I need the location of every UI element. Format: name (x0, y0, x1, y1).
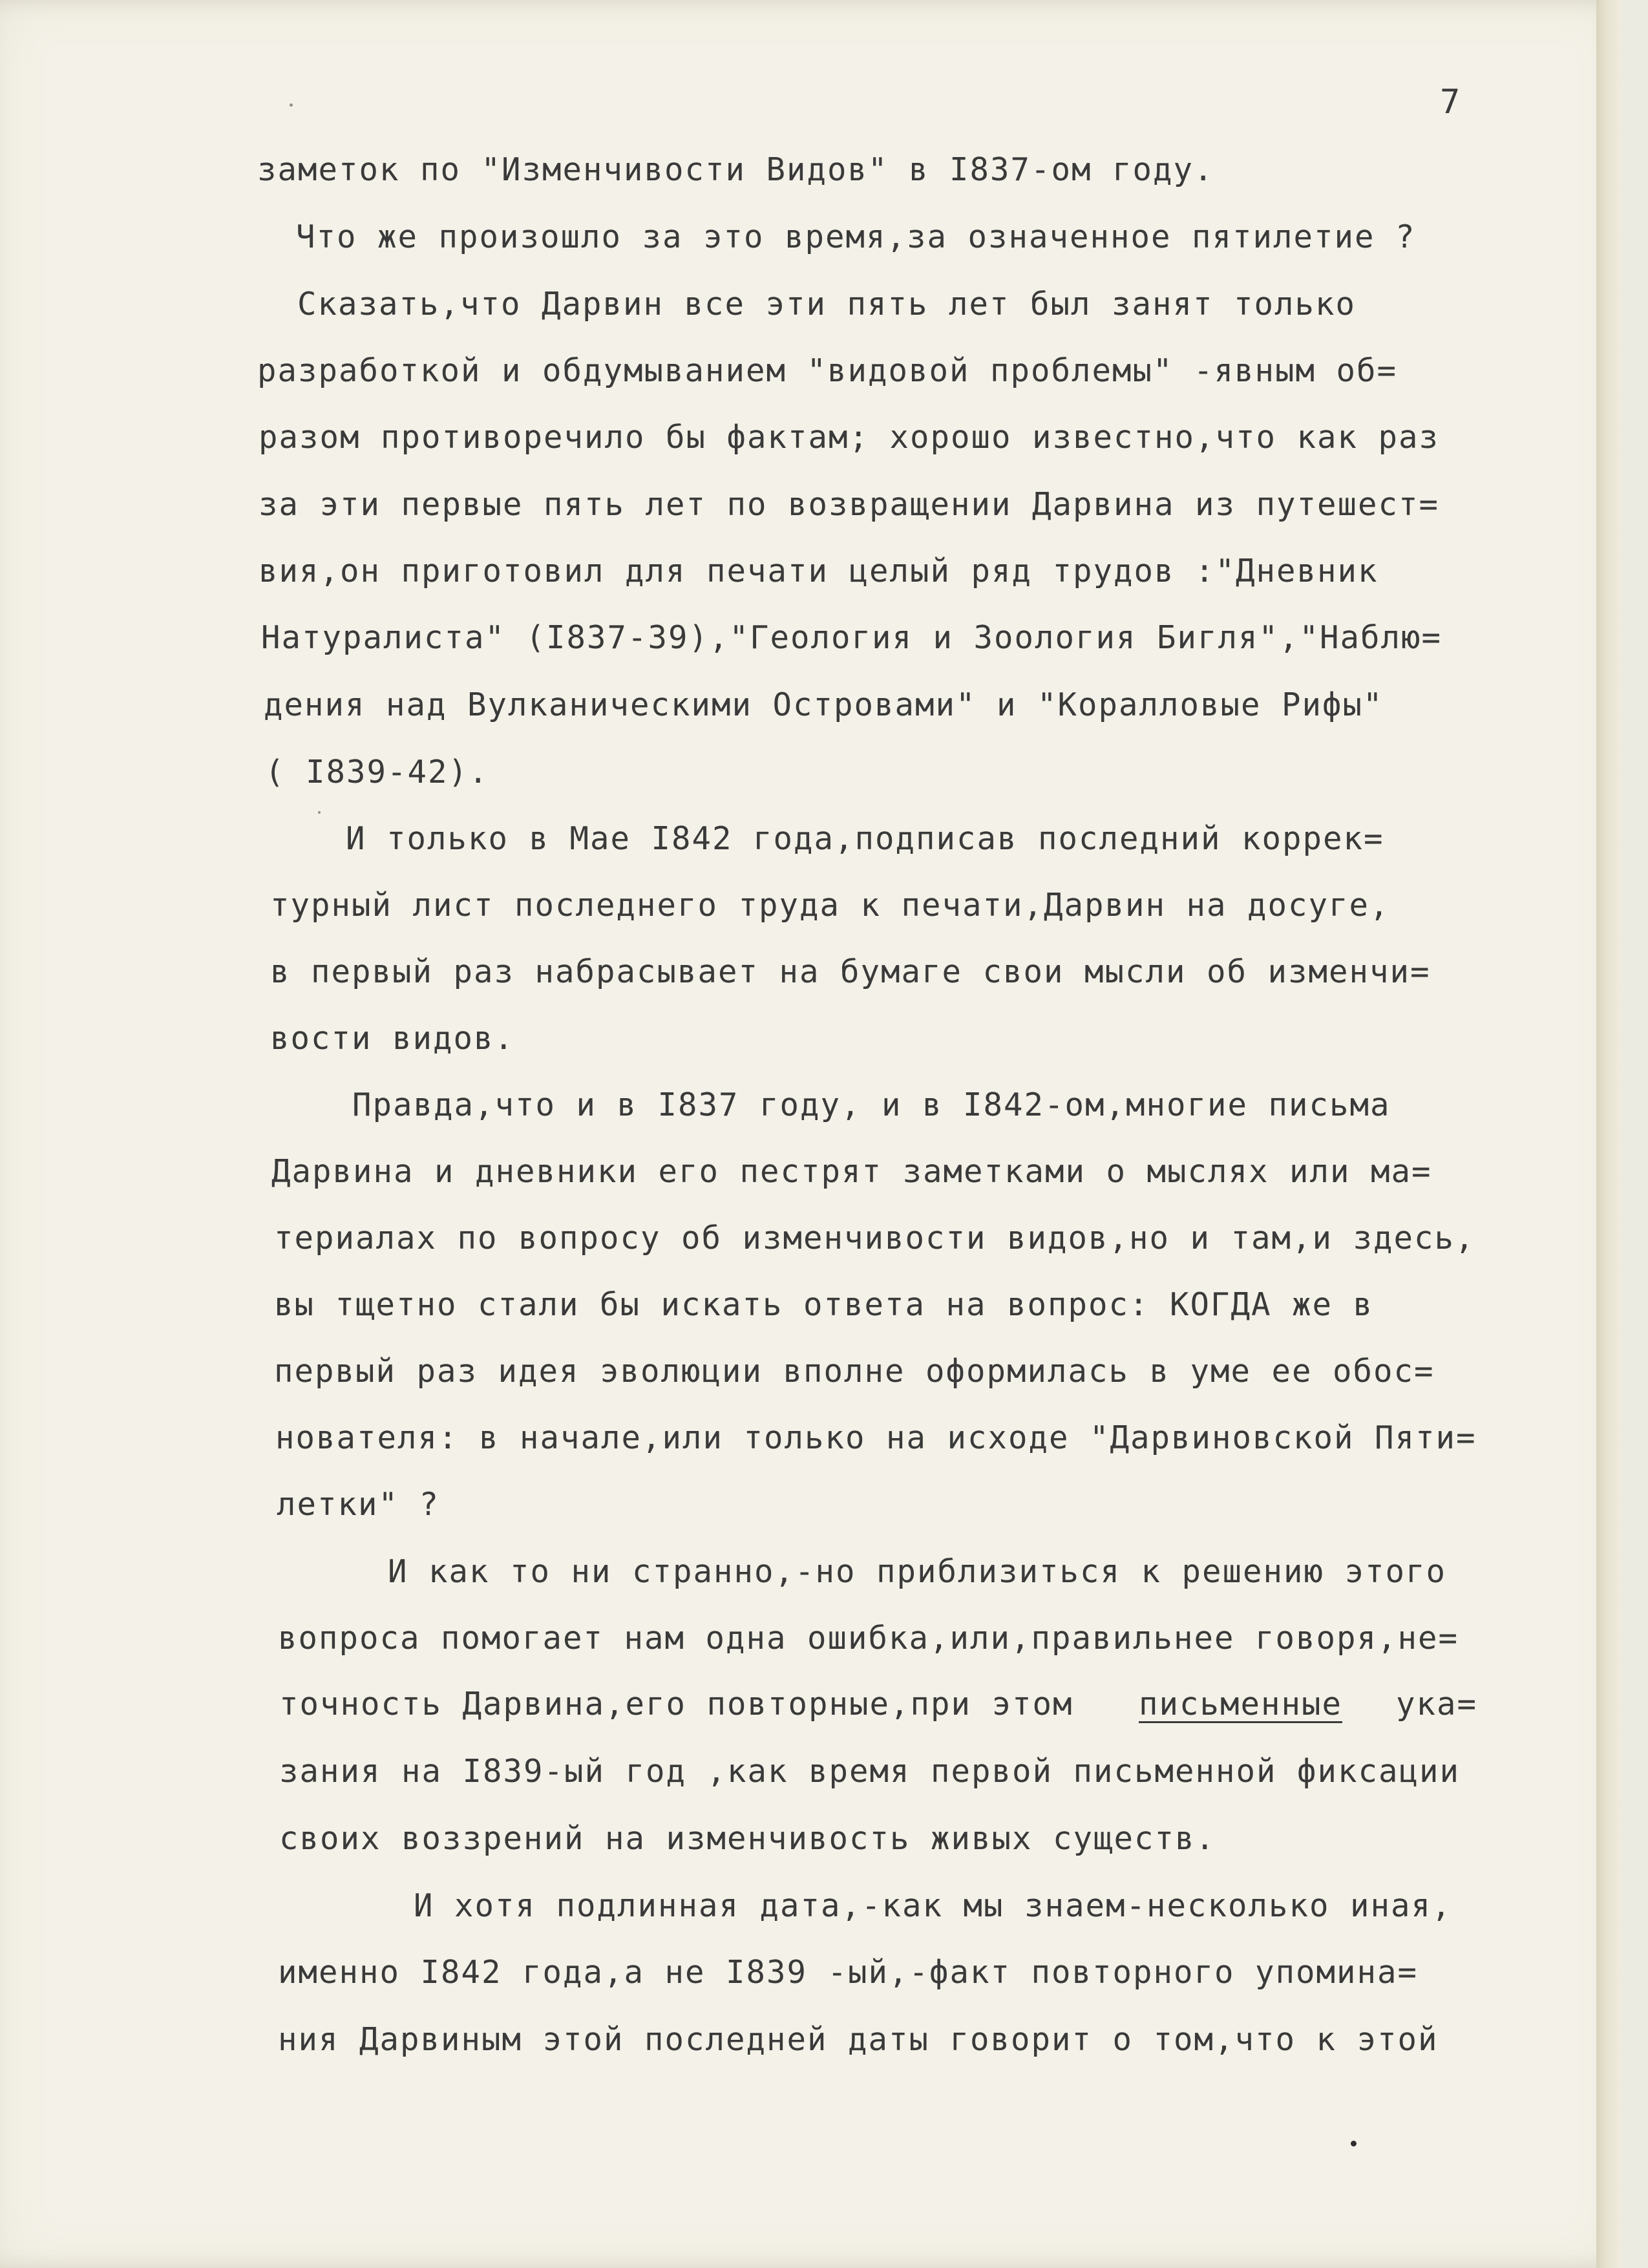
text-line-17: териалах по вопросу об изменчивости видов,но и там,и здесь, (274, 1220, 1475, 1256)
underlined-word: письменные (1139, 1686, 1343, 1722)
text-line-26: своих воззрений на изменчивость живых существ. (279, 1820, 1216, 1857)
text-line-2: Что же произошло за это время,за означенное пятилетие ? (296, 218, 1416, 255)
ink-speck (290, 103, 293, 107)
text-line-20: нователя: в начале,или только на исходе "Дарвиновской Пяти= (275, 1419, 1477, 1456)
page-edge (1596, 0, 1622, 2268)
text-line-25: зания на I839-ый год ,как время первой письменной фиксации (279, 1753, 1461, 1790)
text-line-1: заметок по "Изменчивости Видов" в I837-ом году. (257, 151, 1214, 188)
text-line-5: разом противоречило бы фактам; хорошо известно,что как раз (259, 419, 1440, 456)
page-number: 7 (1440, 83, 1462, 122)
text-line-22: И как то ни странно,-но приблизиться к решению этого (388, 1553, 1447, 1590)
text-line-18: вы тщетно стали бы искать ответа на вопрос: КОГДА же в (274, 1286, 1374, 1323)
ink-dot (1351, 2141, 1357, 2146)
text-line-19: первый раз идея эволюции вполне оформилась в уме ее обос= (274, 1353, 1435, 1390)
text-line-24-end: ука= (1396, 1686, 1478, 1722)
text-line-28: именно I842 года,а не I839 -ый,-факт повторного упомина= (278, 1954, 1419, 1991)
text-line-21: летки" ? (277, 1486, 440, 1523)
text-line-12: турный лист последнего труда к печати,Дарвин на досуге, (270, 887, 1390, 924)
text-line-9: дения над Вулканическими Островами" и "Коралловые Рифы" (264, 686, 1384, 723)
ink-speck (318, 811, 321, 814)
text-line-8: Натуралиста" (I837-39),"Геология и Зоология Бигля","Наблю= (261, 619, 1442, 656)
text-line-14: вости видов. (270, 1020, 515, 1057)
text-line-7: вия,он приготовил для печати целый ряд трудов :"Дневник (259, 553, 1379, 589)
text-line-23: вопроса помогает нам одна ошибка,или,правильнее говоря,не= (278, 1620, 1459, 1657)
text-line-27: И хотя подлинная дата,-как мы знаем-несколько иная, (414, 1887, 1452, 1924)
text-line-3: Сказать,что Дарвин все эти пять лет был занят только (297, 286, 1357, 323)
text-line-4: разработкой и обдумыванием "видовой проблемы" -явным об= (257, 352, 1398, 389)
text-line-16: Дарвина и дневники его пестрят заметками о мыслях или ма= (271, 1153, 1432, 1190)
text-line-10: ( I839-42). (265, 754, 489, 790)
text-line-6: за эти первые пять лет по возвращении Дарвина из путешест= (259, 486, 1440, 523)
text-line-13: в первый раз набрасывает на бумаге свои мысли об изменчи= (270, 953, 1431, 990)
text-line-24: точность Дарвина,его повторные,при этом (279, 1686, 1073, 1722)
text-line-29: ния Дарвиным этой последней даты говорит о том,что к этой (278, 2021, 1439, 2058)
text-line-11: И только в Мае I842 года,подписав последний коррек= (346, 820, 1384, 857)
text-line-15: Правда,что и в I837 году, и в I842-ом,многие письма (352, 1086, 1391, 1123)
